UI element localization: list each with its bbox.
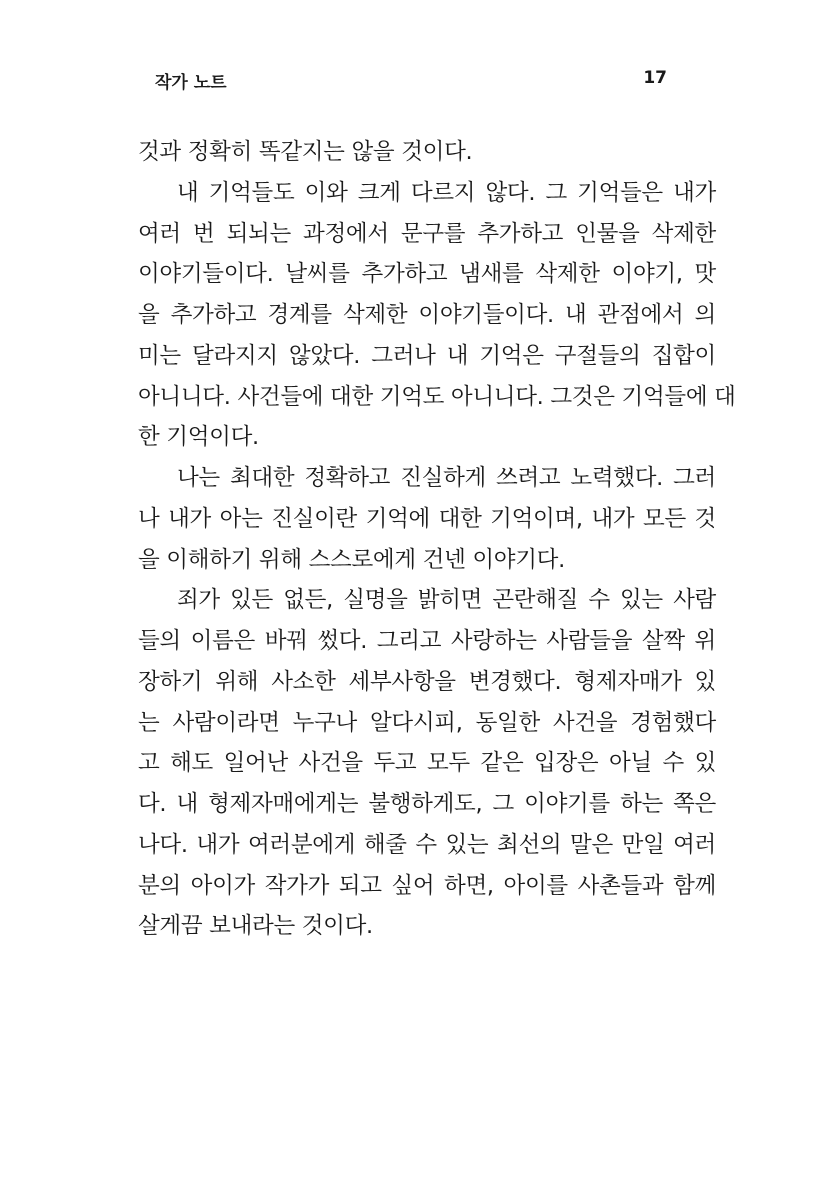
text-line: 죄가 있든 없든, 실명을 밝히면 곤란해질 수 있는 사람 xyxy=(177,587,716,614)
text-line: 다. 내 형제자매에게는 불행하게도, 그 이야기를 하는 쪽은 xyxy=(138,791,716,817)
page-body xyxy=(138,132,736,947)
paragraph xyxy=(138,132,716,173)
text-line: 을 추가하고 경계를 삭제한 이야기들이다. 내 관점에서 의 xyxy=(138,302,716,328)
text-line: 여러 번 되뇌는 과정에서 문구를 추가하고 인물을 삭제한 xyxy=(138,220,716,247)
running-title: 작가 노트 xyxy=(155,73,227,93)
page-header xyxy=(155,68,667,92)
text-line: 는 사람이라면 누구나 알다시피, 동일한 사건을 경험했다 xyxy=(138,709,716,736)
paragraph xyxy=(138,458,716,580)
page-number: 17 xyxy=(643,68,667,88)
text-line: 나는 최대한 정확하고 진실하게 쓰려고 노력했다. 그러 xyxy=(177,465,716,491)
text-line: 을 이해하기 위해 스스로에게 건넨 이야기다. xyxy=(138,546,565,573)
text-line: 들의 이름은 바꿔 썼다. 그리고 사랑하는 사람들을 살짝 위 xyxy=(138,628,716,654)
paragraph xyxy=(138,580,716,947)
text-line: 이야기들이다. 날씨를 추가하고 냄새를 삭제한 이야기, 맛 xyxy=(138,261,716,288)
paragraph xyxy=(138,173,736,458)
text-line: 미는 달라지지 않았다. 그러나 내 기억은 구절들의 집합이 xyxy=(138,342,716,369)
text-line: 내 기억들도 이와 크게 다르지 않다. 그 기억들은 내가 xyxy=(177,179,716,206)
text-line: 살게끔 보내라는 것이다. xyxy=(138,913,373,940)
text-line: 장하기 위해 사소한 세부사항을 변경했다. 형제자매가 있 xyxy=(138,668,716,695)
text-line: 나다. 내가 여러분에게 해줄 수 있는 최선의 말은 만일 여러 xyxy=(138,831,716,858)
text-line: 것과 정확히 똑같지는 않을 것이다. xyxy=(138,139,473,165)
text-line: 분의 아이가 작가가 되고 싶어 하면, 아이를 사촌들과 함께 xyxy=(138,872,716,899)
text-line: 한 기억이다. xyxy=(138,424,259,451)
text-line: 고 해도 일어난 사건을 두고 모두 같은 입장은 아닐 수 있 xyxy=(138,750,716,777)
text-line: 나 내가 아는 진실이란 기억에 대한 기억이며, 내가 모든 것 xyxy=(138,505,716,532)
text-line: 아니니다. 사건들에 대한 기억도 아니니다. 그것은 기억들에 대 xyxy=(138,383,736,410)
